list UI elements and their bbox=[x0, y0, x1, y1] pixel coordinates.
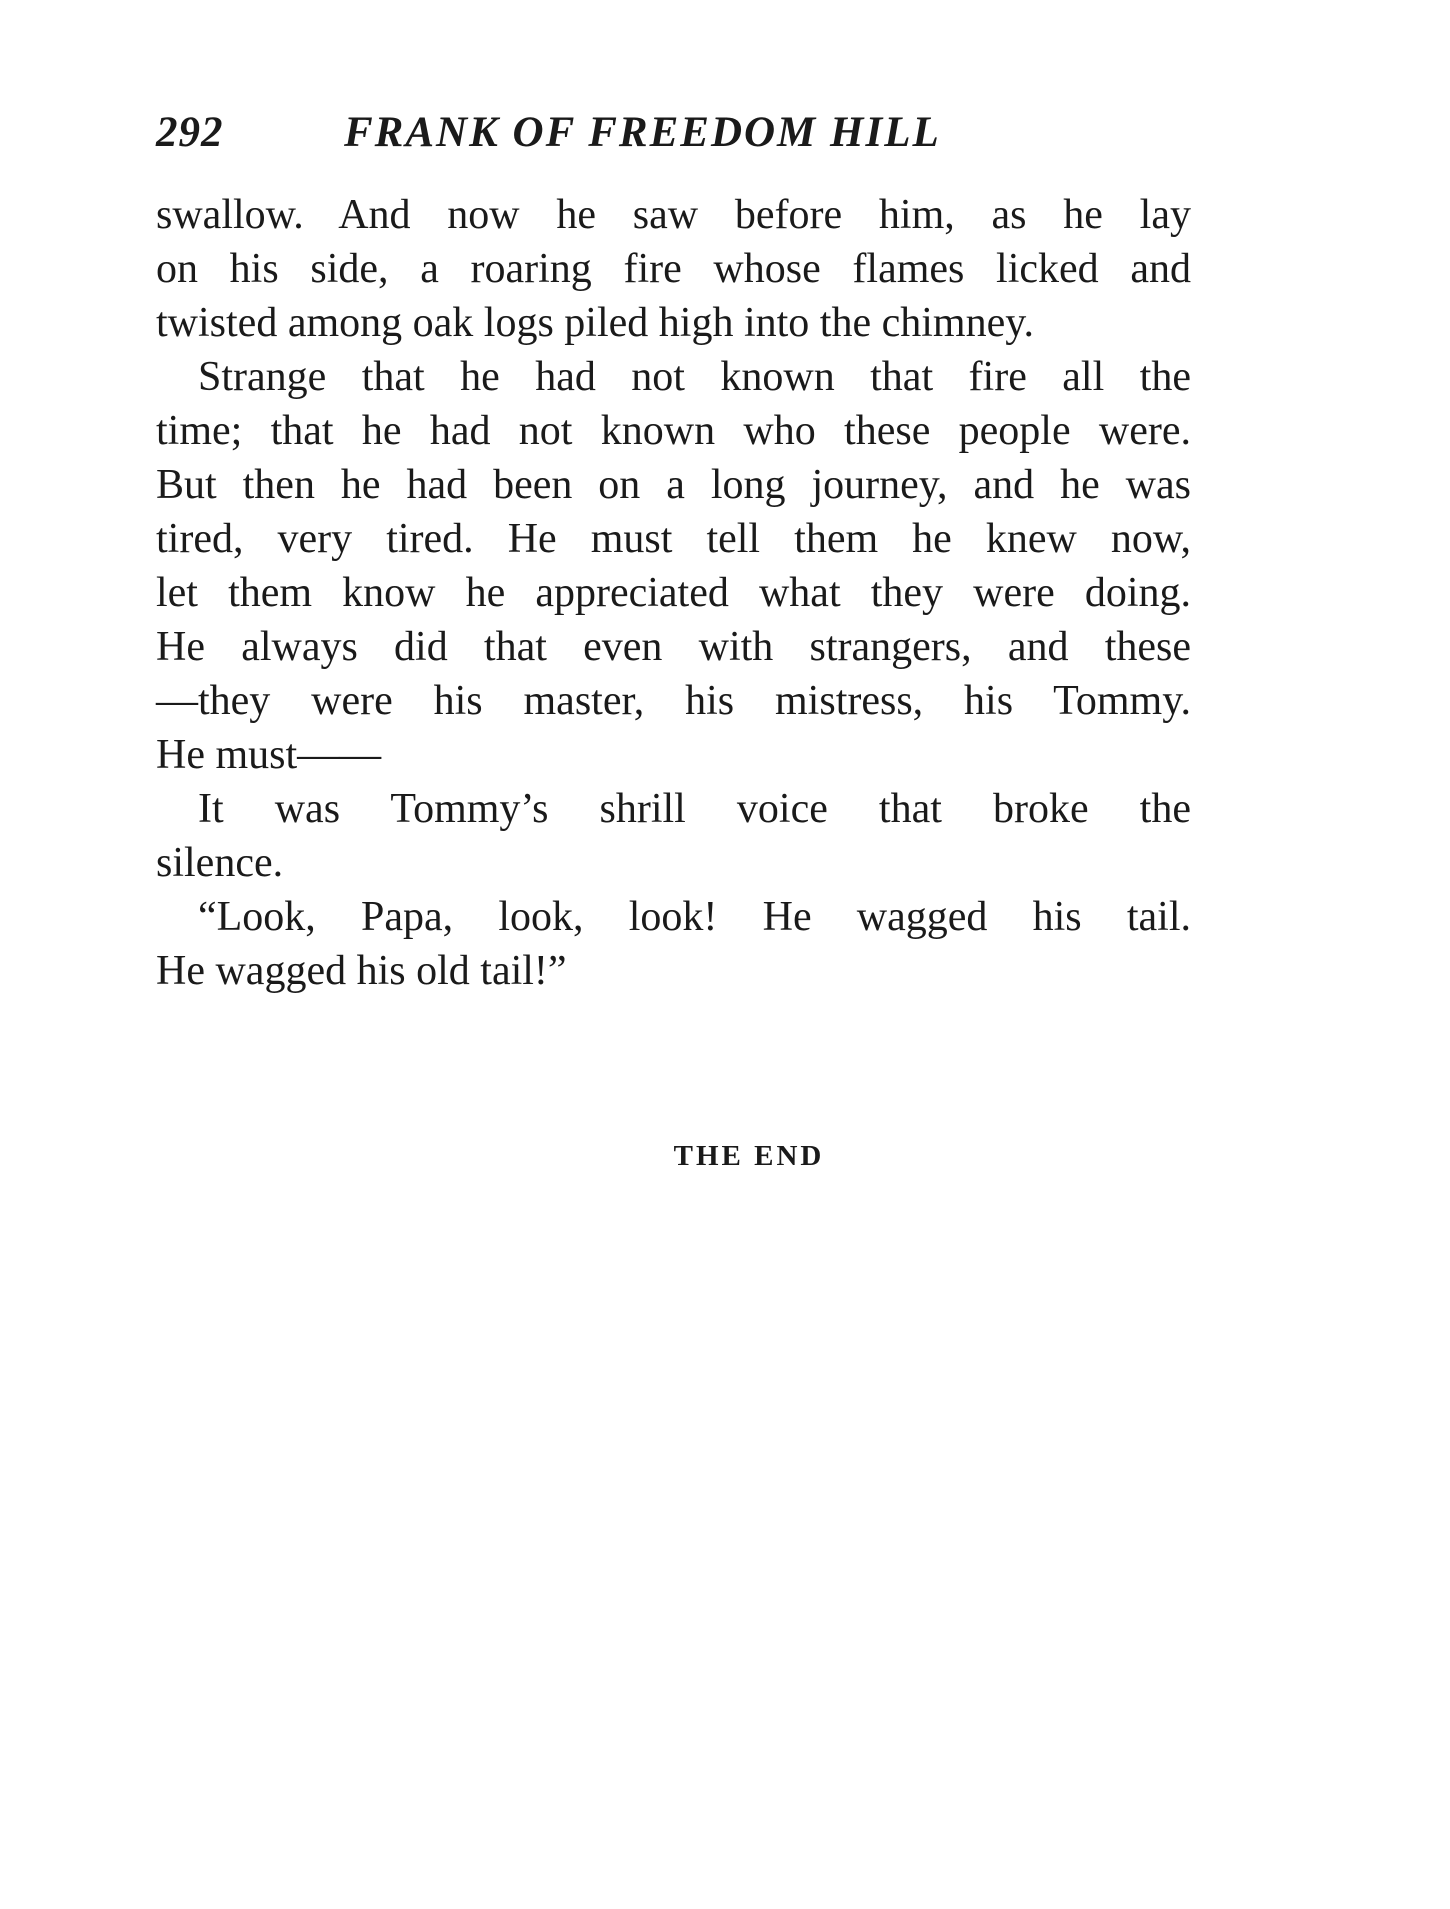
text-line: silence. bbox=[156, 840, 284, 886]
text-line: He wagged his old tail!” bbox=[156, 948, 567, 994]
text-line: time; that he had not known who these people were. bbox=[156, 408, 1191, 454]
text-line: “Look, Papa, look, look! He wagged his tail. bbox=[198, 894, 1191, 940]
book-title: FRANK OF FREEDOM HILL bbox=[344, 109, 941, 156]
text-line: It was Tommy’s shrill voice that broke the bbox=[198, 786, 1191, 832]
text-line: swallow. And now he saw before him, as he lay bbox=[156, 192, 1191, 238]
text-line: Strange that he had not known that fire all the bbox=[198, 354, 1191, 400]
page-number: 292 bbox=[156, 109, 224, 156]
text-line: He always did that even with strangers, and these bbox=[156, 624, 1191, 670]
text-line: But then he had been on a long journey, and he was bbox=[156, 462, 1191, 508]
running-head bbox=[156, 108, 1196, 168]
text-line: twisted among oak logs piled high into the chimney. bbox=[156, 300, 1034, 346]
body-text bbox=[156, 188, 1191, 998]
text-line: —they were his master, his mistress, his Tommy. bbox=[156, 678, 1191, 724]
text-line: let them know he appreciated what they were doing. bbox=[156, 570, 1191, 616]
text-line: on his side, a roaring fire whose flames licked and bbox=[156, 246, 1191, 292]
text-line: tired, very tired. He must tell them he knew now, bbox=[156, 516, 1191, 562]
text-line: He must—— bbox=[156, 732, 382, 778]
the-end-label: THE END bbox=[673, 1140, 825, 1172]
